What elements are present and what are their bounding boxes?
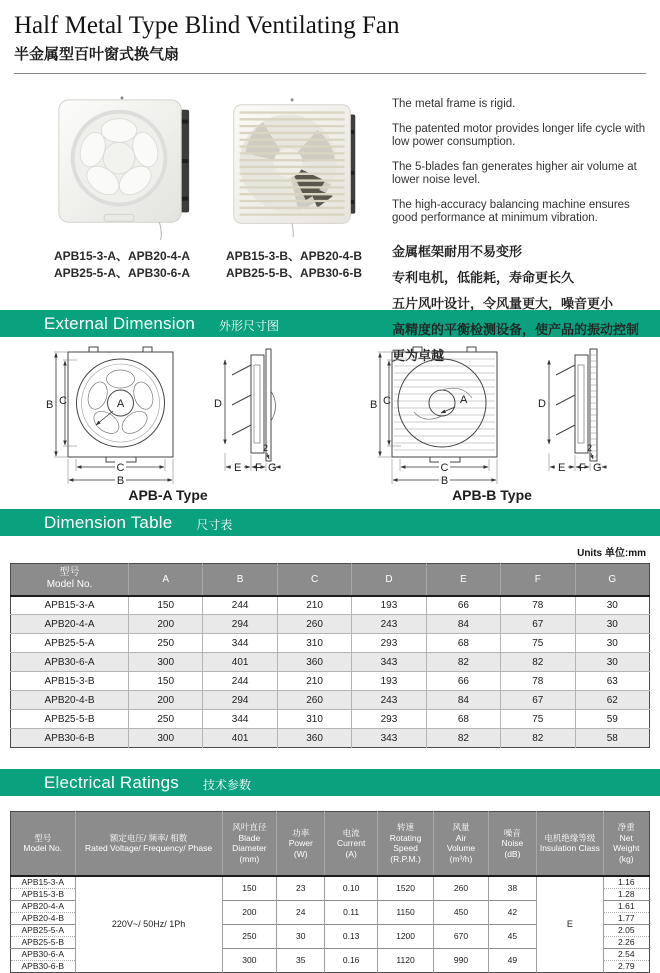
dim-letter-e: E: [234, 462, 242, 474]
model-cell: APB20-4-A: [11, 900, 76, 912]
banner-electrical-zh: 技术参数: [202, 777, 251, 792]
table-cell: 243: [352, 615, 426, 634]
product-figure-a: [34, 90, 210, 306]
speed-cell: 1520: [377, 876, 433, 901]
table-cell: 244: [203, 596, 277, 615]
page-title: Half Metal Type Blind Ventilating Fan: [14, 12, 400, 39]
product-b-caption: [210, 248, 378, 282]
table-cell: 30: [575, 615, 649, 634]
table-cell: 63: [575, 672, 649, 691]
banner-external-en: External Dimension: [44, 313, 195, 333]
model-cell: APB30-6-B: [11, 729, 129, 748]
model-cell: APB30-6-A: [11, 653, 129, 672]
feature-en-3: The 5-blades fan generates higher air volume at lower noise level.: [392, 160, 637, 186]
table-cell: 344: [203, 710, 277, 729]
table-cell: 200: [129, 691, 203, 710]
col-header-e: E: [426, 564, 500, 596]
table-cell: 250: [129, 634, 203, 653]
table-cell: 75: [501, 634, 575, 653]
model-cell: APB15-3-B: [11, 888, 76, 900]
table-cell: 68: [426, 634, 500, 653]
col-header-b: B: [203, 564, 277, 596]
dim-letter-g: G: [268, 462, 277, 474]
feature-en-1: The metal frame is rigid.: [392, 98, 516, 110]
banner-electrical-en: Electrical Ratings: [44, 772, 179, 792]
col-header-d: D: [352, 564, 426, 596]
table-cell: 360: [277, 653, 351, 672]
weight-cell: 1.77: [603, 912, 649, 924]
air-volume-cell: 260: [434, 876, 488, 901]
table-cell: 294: [203, 691, 277, 710]
model-cell: APB15-3-A: [11, 596, 129, 615]
col-header-rotating-speed: 转速 Rotating Speed (R.P.M.): [377, 812, 433, 876]
table-cell: 250: [129, 710, 203, 729]
power-cell: 35: [277, 948, 325, 972]
table-cell: 193: [352, 596, 426, 615]
col-header-a: A: [129, 564, 203, 596]
table-cell: 62: [575, 691, 649, 710]
table-cell: 300: [129, 729, 203, 748]
voltage-cell: 220V~/ 50Hz/ 1Ph: [75, 876, 222, 973]
table-cell: 82: [426, 729, 500, 748]
col-header-g: G: [575, 564, 649, 596]
electrical-section: [0, 811, 660, 973]
weight-cell: 2.05: [603, 924, 649, 936]
noise-cell: 38: [488, 876, 536, 901]
col-header-net-weight: 净重 Net Weight (kg): [603, 812, 649, 876]
table-row: [11, 634, 650, 653]
table-cell: 82: [426, 653, 500, 672]
table-cell: 59: [575, 710, 649, 729]
dim-number-2: 2: [263, 443, 269, 453]
col-header-model: 型号 Model No.: [11, 812, 76, 876]
speed-cell: 1200: [377, 924, 433, 948]
model-cell: APB25-5-A: [11, 634, 129, 653]
power-cell: 23: [277, 876, 325, 901]
table-row: [11, 876, 650, 889]
table-cell: 58: [575, 729, 649, 748]
noise-cell: 45: [488, 924, 536, 948]
table-cell: 30: [575, 634, 649, 653]
weight-cell: 1.61: [603, 900, 649, 912]
banner-external-zh: 外形尺寸图: [219, 318, 280, 333]
dim-letter-b-left: B: [46, 399, 54, 411]
table-cell: 150: [129, 596, 203, 615]
weight-cell: 1.16: [603, 876, 649, 889]
model-cell: APB15-3-B: [11, 672, 129, 691]
dim-letter-b-left: B: [370, 399, 378, 411]
current-cell: 0.11: [325, 900, 377, 924]
table-cell: 293: [352, 710, 426, 729]
product-b-models-line1: APB15-3-B、APB20-4-B: [225, 249, 363, 263]
table-cell: 293: [352, 634, 426, 653]
noise-cell: 49: [488, 948, 536, 972]
dim-letter-a-hub: A: [460, 394, 468, 406]
col-header-f: F: [501, 564, 575, 596]
table-cell: 294: [203, 615, 277, 634]
feature-list: [378, 90, 650, 363]
feature-zh-2: 专利电机，低能耗，寿命更长久: [392, 269, 575, 285]
table-cell: 360: [277, 729, 351, 748]
table-row: [11, 710, 650, 729]
page-subtitle-zh: 半金属型百叶窗式换气扇: [14, 46, 180, 63]
model-cell: APB25-5-B: [11, 710, 129, 729]
table-row: [11, 596, 650, 615]
table-cell: 78: [501, 596, 575, 615]
dim-letter-f: F: [255, 462, 262, 474]
table-cell: 82: [501, 729, 575, 748]
col-header-voltage: 额定电压/ 频率/ 相数 Rated Voltage/ Frequency/ Phase: [75, 812, 222, 876]
table-cell: 84: [426, 615, 500, 634]
current-cell: 0.16: [325, 948, 377, 972]
blade-cell: 300: [222, 948, 276, 972]
model-cell: APB15-3-A: [21, 876, 65, 887]
table-cell: 401: [203, 653, 277, 672]
dimension-drawing-a: [18, 341, 318, 487]
air-volume-cell: 450: [434, 900, 488, 924]
table-cell: 260: [277, 691, 351, 710]
product-a-caption: [34, 248, 210, 282]
document-header: [0, 0, 660, 74]
speed-cell: 1120: [377, 948, 433, 972]
col-header-model: 型号 Model No.: [11, 564, 129, 596]
electrical-table-header-row: [11, 812, 650, 876]
banner-dimension-en: Dimension Table: [44, 512, 173, 532]
speed-cell: 1150: [377, 900, 433, 924]
product-a-models-line1: APB15-3-A、APB20-4-A: [53, 249, 191, 263]
feature-en-4: The high-accuracy balancing machine ensures good performance at minimum vibration.: [392, 198, 630, 224]
dimension-drawing-b: [342, 341, 642, 487]
fan-photo-a: [43, 90, 201, 242]
noise-cell: 42: [488, 900, 536, 924]
product-a-models-line2: APB25-5-A、APB30-6-A: [53, 266, 191, 280]
diagram-apb-b: [330, 341, 654, 503]
weight-cell: 2.26: [603, 936, 649, 948]
dimension-table-header-row: [11, 564, 650, 596]
model-cell: APB30-6-A: [11, 948, 76, 960]
section-banner-electrical-ratings: [0, 769, 660, 796]
dim-letter-d: D: [214, 398, 222, 410]
power-cell: 24: [277, 900, 325, 924]
table-cell: 150: [129, 672, 203, 691]
current-cell: 0.13: [325, 924, 377, 948]
diagram-a-label: APB-A Type: [128, 487, 208, 503]
table-cell: 343: [352, 653, 426, 672]
col-header-c: C: [277, 564, 351, 596]
dim-letter-c-left: C: [59, 395, 67, 407]
insulation-cell: E: [537, 876, 604, 973]
electrical-table: [10, 811, 650, 973]
blade-cell: 150: [222, 876, 276, 901]
current-cell: 0.10: [325, 876, 377, 901]
table-cell: 67: [501, 615, 575, 634]
model-cell: APB20-4-B: [11, 691, 129, 710]
table-row: [11, 672, 650, 691]
feature-en-2: The patented motor provides longer life cycle with low power consumption.: [392, 122, 646, 148]
dimension-diagrams: [0, 337, 660, 503]
diagram-apb-a: [6, 341, 330, 503]
feature-zh-4: 高精度的平衡检测设备，使产品的振动控制更为卓越: [392, 321, 640, 363]
product-figure-b: [210, 90, 378, 306]
dim-letter-g: G: [593, 462, 602, 474]
dim-letter-b-bottom: B: [440, 475, 449, 487]
model-cell: APB25-5-B: [11, 936, 76, 948]
table-row: [11, 691, 650, 710]
model-cell: APB20-4-A: [11, 615, 129, 634]
table-cell: 243: [352, 691, 426, 710]
diagram-b-label: APB-B Type: [452, 487, 532, 503]
col-header-blade-diameter: 风叶直径 Blade Diameter (mm): [222, 812, 276, 876]
table-cell: 84: [426, 691, 500, 710]
dim-number-2: 2: [587, 443, 593, 453]
units-note: Units 单位:mm: [577, 548, 646, 559]
table-cell: 78: [501, 672, 575, 691]
dim-letter-d: D: [538, 398, 546, 410]
dim-letter-e: E: [558, 462, 566, 474]
dimension-table: [10, 563, 650, 748]
table-cell: 401: [203, 729, 277, 748]
table-cell: 67: [501, 691, 575, 710]
weight-cell: 2.79: [603, 960, 649, 972]
table-cell: 344: [203, 634, 277, 653]
dim-letter-f: F: [579, 462, 586, 474]
section-banner-dimension-table: [0, 509, 660, 536]
dim-letter-a-hub: A: [116, 398, 125, 410]
dim-letter-c-bottom: C: [440, 462, 449, 474]
product-b-models-line2: APB25-5-B、APB30-6-B: [225, 266, 363, 280]
weight-cell: 1.28: [603, 888, 649, 900]
table-cell: 75: [501, 710, 575, 729]
table-cell: 210: [277, 596, 351, 615]
table-cell: 210: [277, 672, 351, 691]
weight-cell: 2.54: [603, 948, 649, 960]
table-cell: 310: [277, 634, 351, 653]
table-cell: 200: [129, 615, 203, 634]
fan-photo-b: [224, 90, 364, 242]
table-cell: 66: [426, 672, 500, 691]
col-header-noise: 噪音 Noise (dB): [488, 812, 536, 876]
table-cell: 30: [575, 596, 649, 615]
feature-zh-3: 五片风叶设计，令风量更大，噪音更小: [392, 295, 614, 311]
col-header-power: 功率 Power (W): [277, 812, 325, 876]
power-cell: 30: [277, 924, 325, 948]
table-cell: 343: [352, 729, 426, 748]
dim-letter-c-left: C: [383, 395, 391, 407]
blade-cell: 250: [222, 924, 276, 948]
table-cell: 68: [426, 710, 500, 729]
table-row: [11, 729, 650, 748]
model-cell: APB25-5-A: [11, 924, 76, 936]
col-header-current: 电流 Current (A): [325, 812, 377, 876]
model-cell: APB20-4-B: [11, 912, 76, 924]
table-cell: 193: [352, 672, 426, 691]
table-cell: 30: [575, 653, 649, 672]
dim-letter-b-bottom: B: [116, 475, 125, 487]
dim-letter-c-bottom: C: [116, 462, 125, 474]
blade-cell: 200: [222, 900, 276, 924]
table-cell: 82: [501, 653, 575, 672]
table-cell: 300: [129, 653, 203, 672]
air-volume-cell: 670: [434, 924, 488, 948]
table-cell: 260: [277, 615, 351, 634]
table-cell: 244: [203, 672, 277, 691]
air-volume-cell: 990: [434, 948, 488, 972]
banner-dimension-zh: 尺寸表: [196, 517, 233, 532]
table-row: [11, 615, 650, 634]
table-row: [11, 653, 650, 672]
feature-zh-1: 金属框架耐用不易变形: [392, 243, 523, 259]
model-cell: APB30-6-B: [11, 960, 76, 972]
table-cell: 310: [277, 710, 351, 729]
col-header-air-volume: 风量 Air Volume (m³/h): [434, 812, 488, 876]
table-cell: 66: [426, 596, 500, 615]
col-header-insulation-class: 电机绝缘等级 Insulation Class: [537, 812, 604, 876]
